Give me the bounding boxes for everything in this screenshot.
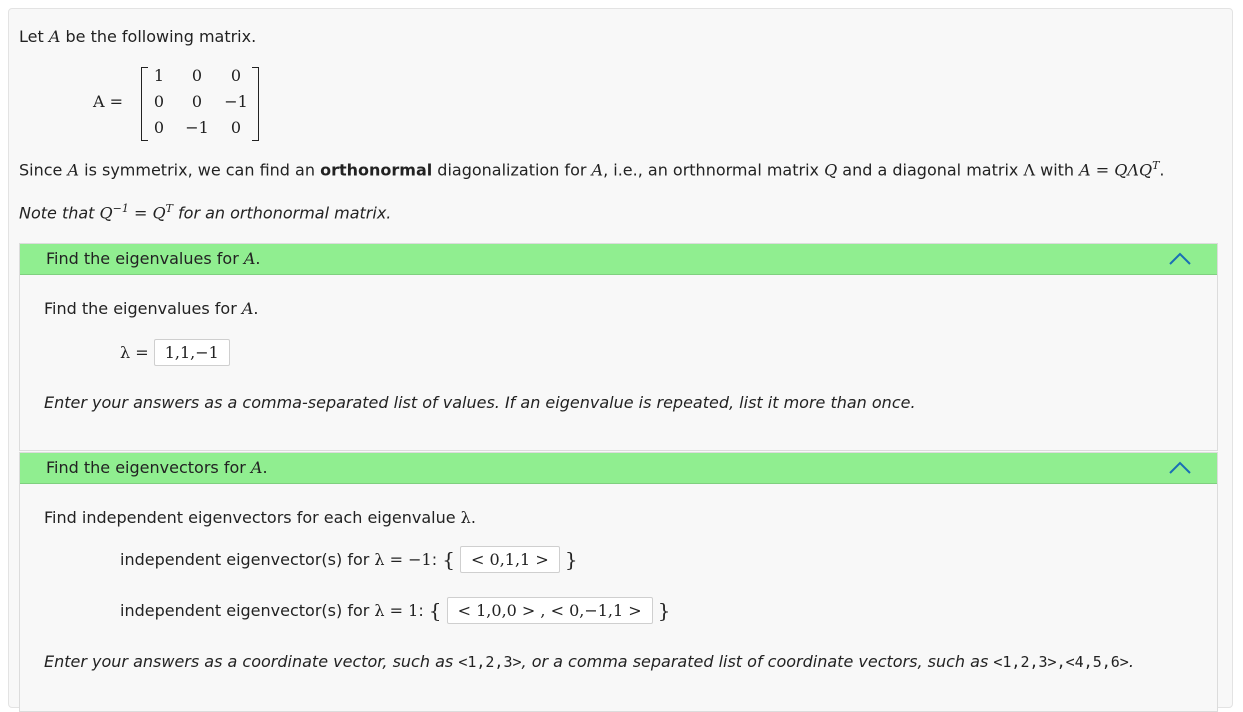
matrix-cell: 0	[153, 92, 165, 111]
panel-title-text: .	[255, 249, 261, 268]
text-part: for an orthonormal matrix.	[172, 203, 392, 223]
bold-term: orthonormal	[320, 160, 433, 180]
panel-title-text: Find the eigenvectors for	[46, 458, 251, 477]
math-var: Q	[99, 203, 113, 223]
math-var: A	[250, 458, 263, 477]
text-part: and a diagonal matrix	[837, 160, 1024, 180]
matrix	[141, 64, 259, 142]
math-var: A	[241, 299, 254, 318]
question-text-part: .	[253, 299, 259, 318]
lambda-equation: λ = 1	[374, 601, 419, 620]
eigenvalue-answer-input[interactable]: 1,1,−1	[154, 339, 230, 366]
eigenvectors-panel-header[interactable]	[20, 453, 1217, 484]
question-text	[44, 508, 476, 527]
panel-title	[46, 458, 268, 477]
text-part: diagonalization for	[432, 160, 592, 180]
eigenvector-answer-input-1[interactable]: < 1,0,0 > , < 0,−1,1 >	[447, 597, 653, 624]
problem-container	[8, 8, 1233, 708]
question-text-part: Find the eigenvalues for	[44, 299, 242, 318]
matrix-cell: 0	[191, 92, 203, 111]
eigenvector-label: independent eigenvector(s) for	[120, 601, 375, 620]
right-bracket	[252, 67, 259, 141]
math-var: Q	[824, 160, 838, 180]
matrix-cell: 0	[230, 66, 242, 85]
question-text-part: Find independent eigenvectors for each eigenvalue	[44, 508, 461, 527]
matrix-cell: 1	[153, 66, 165, 85]
colon: :	[431, 550, 438, 569]
eigenvalue-answer-row	[120, 339, 230, 366]
intro-text	[19, 27, 256, 46]
hint-example-code: <1,2,3>,<4,5,6>	[993, 653, 1129, 671]
matrix-lhs-text: A =	[93, 92, 124, 111]
eigenvector-label: independent eigenvector(s) for	[120, 550, 375, 569]
math-var: λ	[460, 508, 471, 527]
text-part: .	[1159, 160, 1165, 180]
hint-text: , or a comma separated list of coordinate vectors, such as	[521, 652, 994, 671]
intro-text-part: Let	[19, 27, 49, 46]
matrix-cell: −1	[185, 118, 209, 137]
matrix-lhs	[93, 92, 123, 111]
eigenvalues-panel-header[interactable]	[20, 244, 1217, 275]
set-close-brace: }	[657, 598, 671, 623]
text-part: Since	[19, 160, 68, 180]
text-part: is symmetrix, we can find an	[79, 160, 321, 180]
panel-title	[46, 249, 261, 268]
lambda-equation: λ = −1	[374, 550, 432, 569]
hint-text: Enter your answers as a coordinate vector, such as	[44, 652, 459, 671]
intro-text-part: be the following matrix.	[60, 27, 257, 46]
math-var: A	[243, 249, 256, 268]
question-text	[44, 299, 259, 318]
math-superscript: T	[165, 202, 173, 215]
math-var: Λ	[1023, 160, 1036, 180]
math-var: A	[591, 160, 604, 180]
eigenvalues-panel	[19, 243, 1218, 451]
text-part: , i.e., an orthnormal matrix	[603, 160, 825, 180]
eigenvectors-panel	[19, 452, 1218, 712]
matrix-cell: 0	[153, 118, 165, 137]
set-open-brace: {	[442, 547, 455, 572]
matrix-cell: 0	[230, 118, 242, 137]
matrix-cell: 0	[191, 66, 203, 85]
panel-title-text: .	[262, 458, 268, 477]
matrix-cell: −1	[224, 92, 248, 111]
set-close-brace: }	[564, 547, 578, 572]
eigenvector-row-1	[120, 597, 671, 624]
hint-text: .	[1128, 652, 1134, 671]
math-equation: A = QΛQ	[1079, 160, 1153, 180]
question-text-part: .	[470, 508, 476, 527]
eigenvector-answer-input-neg1[interactable]: < 0,1,1 >	[460, 546, 560, 573]
lambda-label: λ =	[120, 343, 149, 362]
text-part: with	[1035, 160, 1080, 180]
symmetric-explanation	[19, 159, 1165, 179]
chevron-up-icon[interactable]	[1169, 251, 1191, 265]
eigenvector-hint	[44, 652, 1134, 671]
math-var: A	[67, 160, 80, 180]
text-part: Note that	[19, 203, 100, 223]
hint-example-code: <1,2,3>	[458, 653, 522, 671]
math-superscript: T	[1152, 159, 1160, 172]
chevron-up-icon[interactable]	[1169, 460, 1191, 474]
panel-title-text: Find the eigenvalues for	[46, 249, 244, 268]
eigenvalue-hint: Enter your answers as a comma-separated list of values. If an eigenvalue is repeated, list it more than once.	[44, 393, 916, 412]
set-open-brace: {	[428, 598, 442, 623]
note-text	[19, 202, 391, 222]
math-superscript: −1	[112, 202, 129, 215]
eigenvector-row-neg1	[120, 546, 578, 573]
colon: :	[418, 601, 424, 620]
math-equation: = Q	[128, 203, 166, 223]
matrix-variable: A	[48, 27, 61, 46]
